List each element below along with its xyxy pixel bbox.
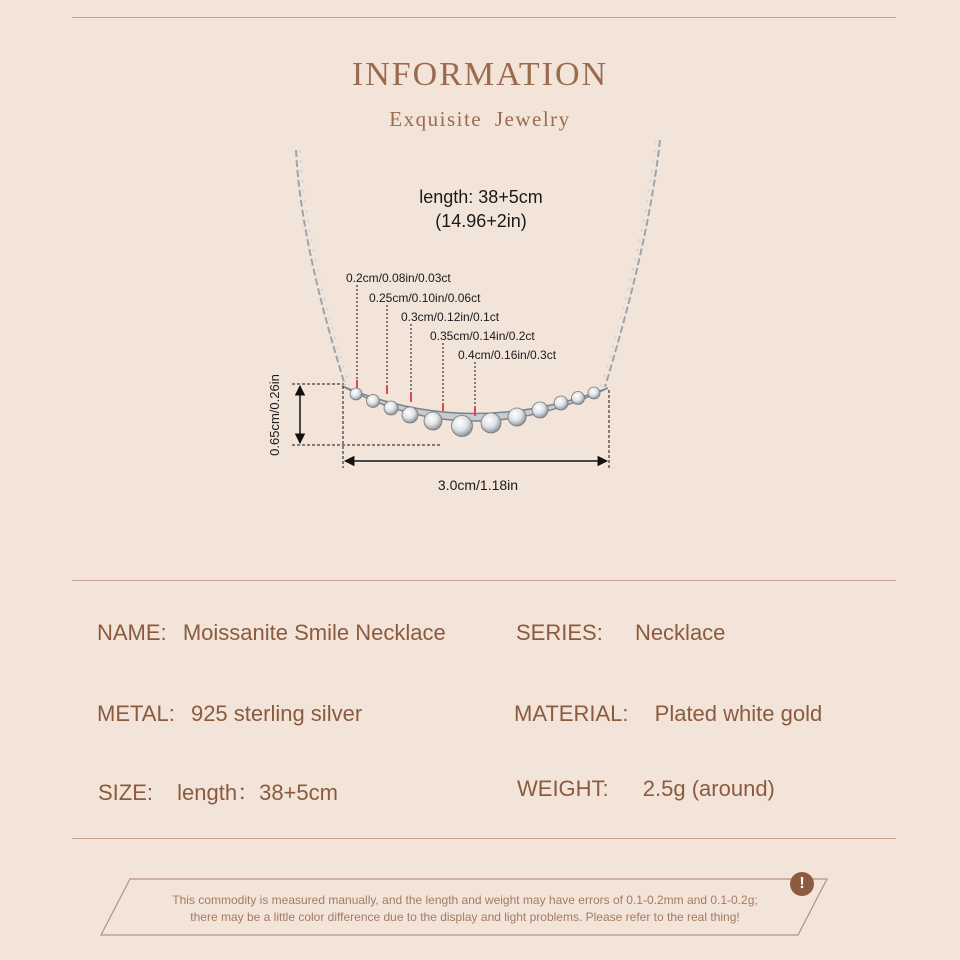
spec-material-value: Plated white gold [654,701,823,726]
bottom-divider [72,838,896,839]
stone-size-3: 0.3cm/0.12in/0.1ct [401,310,500,324]
width-dimension [343,386,609,468]
spec-weight-value: 2.5g (around) [642,776,775,801]
spec-name [97,620,446,646]
spec-material [514,701,822,727]
spec-name-label: NAME: [97,620,167,645]
spec-size [98,776,338,807]
spec-series-label: SERIES: [516,620,603,645]
notice-line-2: there may be a little color difference due to the display and light problems. Please refer to the real thing! [190,910,740,924]
spec-metal-value: 925 sterling silver [190,701,363,726]
length-label: length: 38+5cm [419,187,543,207]
middle-divider [72,580,896,581]
spec-name-value: Moissanite Smile Necklace [182,620,446,645]
spec-size-value: length：38+5cm [177,780,338,805]
spec-size-label: SIZE: [98,780,154,805]
exclamation-icon: ! [790,872,814,896]
spec-material-label: MATERIAL: [514,701,629,726]
page-subtitle: Exquisite Jewelry [389,107,571,131]
stone-size-2: 0.25cm/0.10in/0.06ct [369,291,481,305]
spec-series-value: Necklace [634,620,726,645]
height-label: 0.65cm/0.26in [267,374,282,456]
stone-size-4: 0.35cm/0.14in/0.2ct [430,329,535,343]
page-title: INFORMATION [351,56,609,93]
spec-series [516,620,725,646]
spec-weight-label: WEIGHT: [517,776,609,801]
spec-metal-label: METAL: [97,701,175,726]
length-inches-label: (14.96+2in) [435,211,527,231]
width-label: 3.0cm/1.18in [437,477,519,493]
notice-line-1: This commodity is measured manually, and the length and weight may have errors of 0.1-0.2mm and 0.1-0.2g; [172,893,758,907]
notice-text [0,892,930,926]
spec-metal [97,701,362,727]
spec-weight [517,776,775,802]
stone-size-1: 0.2cm/0.08in/0.03ct [346,271,451,285]
stone-size-5: 0.4cm/0.16in/0.3ct [458,348,557,362]
